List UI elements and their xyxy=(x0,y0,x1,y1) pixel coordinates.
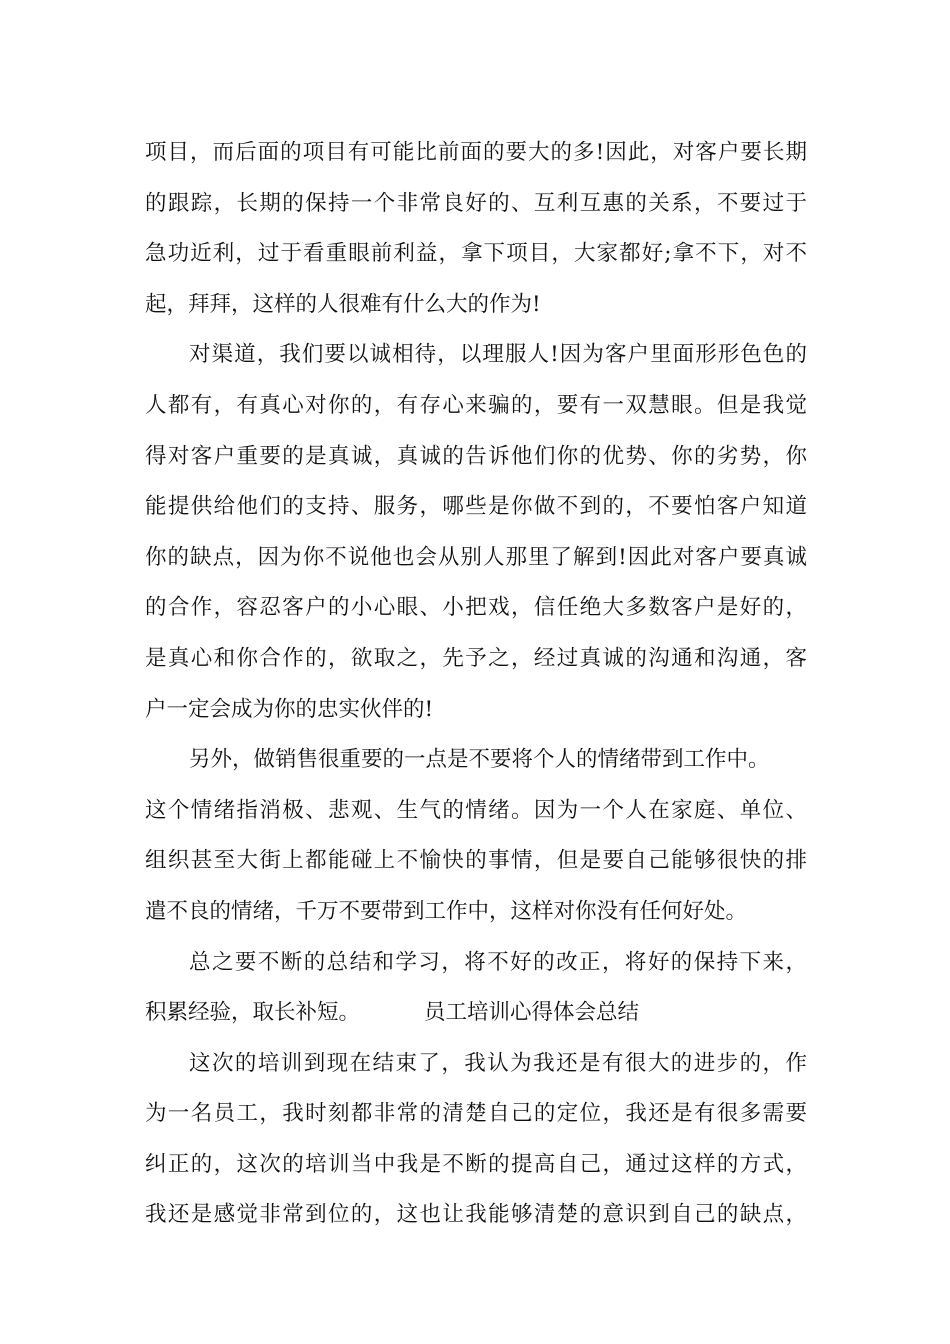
text-line: 组织甚至大街上都能碰上不愉快的事情，但是要自己能够很快的排 xyxy=(145,848,807,874)
text-line: 纠正的，这次的培训当中我是不断的提高自己，通过这样的方式， xyxy=(145,1151,807,1177)
text-line: 户一定会成为你的忠实伙伴的! xyxy=(145,696,434,722)
text-line: 项目，而后面的项目有可能比前面的要大的多!因此，对客户要长期 xyxy=(145,140,807,165)
text-line: 的合作，容忍客户的小心眼、小把戏，信任绝大多数客户是好的， xyxy=(145,595,807,621)
text-line: 人都有，有真心对你的，有存心来骗的，要有一双慧眼。但是我觉 xyxy=(145,392,807,418)
text-line: 你的缺点，因为你不说他也会从别人那里了解到!因此对客户要真诚 xyxy=(145,544,807,570)
text-line: 急功近利，过于看重眼前利益，拿下项目，大家都好;拿不下，对不 xyxy=(145,241,807,267)
text-line: 我还是感觉非常到位的，这也让我能够清楚的意识到自己的缺点， xyxy=(145,1202,807,1228)
text-line: 起，拜拜，这样的人很难有什么大的作为! xyxy=(145,291,541,317)
text-line: 遣不良的情绪，千万不要带到工作中，这样对你没有任何好处。 xyxy=(145,898,748,924)
paragraph-first-line: 这次的培训到现在结束了，我认为我还是有很大的进步的，作 xyxy=(189,1050,807,1076)
text-line: 得对客户重要的是真诚，真诚的告诉他们你的优势、你的劣势，你 xyxy=(145,443,807,469)
text-line-with-heading xyxy=(145,988,807,1039)
section-title: 员工培训心得体会总结 xyxy=(424,1000,640,1026)
paragraph-first-line: 对渠道，我们要以诚相待，以理服人!因为客户里面形形色色的 xyxy=(189,342,807,368)
paragraph-first-line: 另外，做销售很重要的一点是不要将个人的情绪带到工作中。 xyxy=(189,747,770,773)
text-line: 这个情绪指消极、悲观、生气的情绪。因为一个人在家庭、单位、 xyxy=(145,797,807,823)
text-line: 的跟踪，长期的保持一个非常良好的、互利互惠的关系，不要过于 xyxy=(145,190,807,216)
paragraph-first-line: 总之要不断的总结和学习，将不好的改正，将好的保持下来， xyxy=(189,949,807,975)
text-line: 为一名员工，我时刻都非常的清楚自己的定位，我还是有很多需要 xyxy=(145,1101,807,1127)
document-body xyxy=(145,128,807,1241)
text-line: 能提供给他们的支持、服务，哪些是你做不到的，不要怕客户知道 xyxy=(145,494,807,520)
text-line: 是真心和你合作的，欲取之，先予之，经过真诚的沟通和沟通，客 xyxy=(145,645,807,671)
text-fragment: 积累经验，取长补短。 xyxy=(145,1000,361,1026)
